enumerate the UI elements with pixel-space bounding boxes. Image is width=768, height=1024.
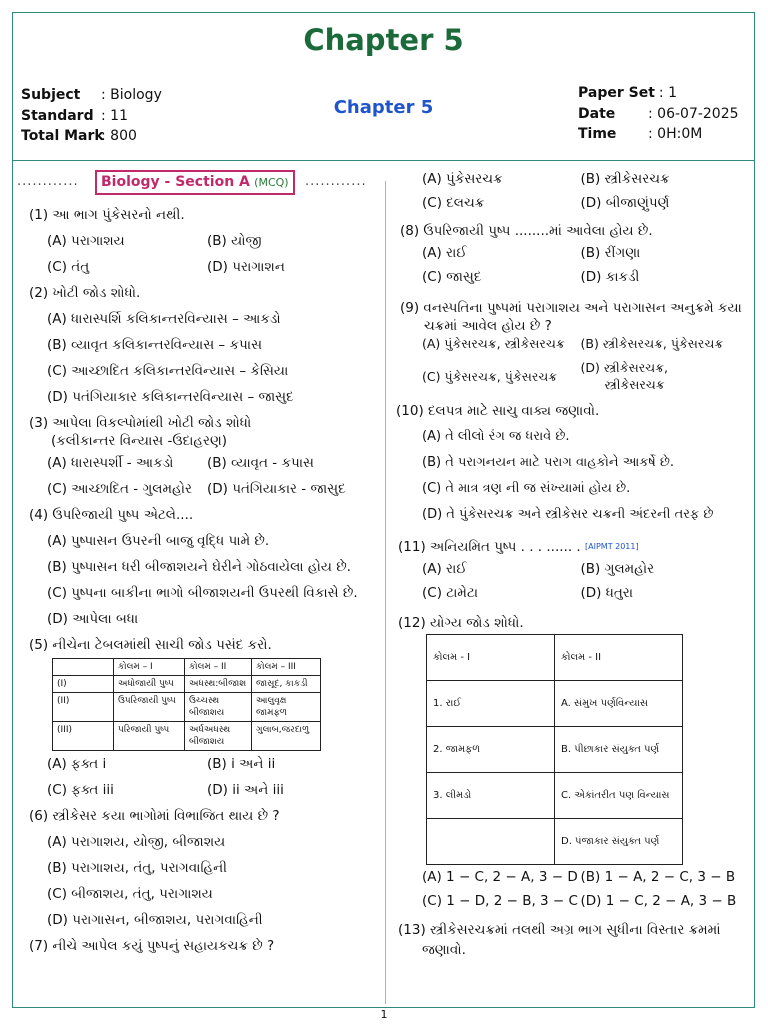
question-text: (13) સ્ત્રીકેસરચક્રમાં તલથી અગ્ર ભાગ સુધીના વિસ્તાર ક્રમમાં [398, 922, 721, 938]
table-cell: કોલમ – III [252, 659, 321, 676]
option-c: (C) પુંકેસરચક્ર, પુંકેસરચક્ર [422, 369, 558, 384]
option-d-line2: સ્ત્રીકેસરચક્ર [604, 377, 665, 392]
question-subtext: (કલીકાન્તર વિન્યાસ -ઉદાહરણ) [51, 433, 228, 449]
table-cell: કોલમ - I [427, 635, 555, 681]
table-row [427, 819, 683, 865]
question-subtext: જણાવો. [422, 942, 466, 958]
option-b: (B) i અને ii [207, 756, 276, 772]
table-cell: ઉચ્ચસ્થ બીજાશય [185, 693, 252, 722]
table-row [53, 676, 321, 693]
question-text: (3) આપેલા વિકલ્પોમાંથી ખોટી જોડ શોધો [29, 415, 252, 431]
option-a: (A) રાઈ [422, 245, 467, 261]
date-value: : 06-07-2025 [648, 105, 739, 122]
option-b: (B) સ્ત્રીકેસરચક્ર [580, 171, 670, 187]
table-cell: કોલમ - II [555, 635, 683, 681]
table-cell: કોલમ – II [185, 659, 252, 676]
total-mark-value: : 800 [101, 128, 137, 144]
question-10 [384, 398, 739, 528]
option-d: (D) ધતુરા [580, 585, 634, 601]
table-cell: A. સંમુખ પર્ણવિન્યાસ [555, 681, 683, 727]
option-a: (A) 1 − C, 2 − A, 3 − D [422, 869, 578, 885]
option-d-line1: (D) સ્ત્રીકેસરચક્ર, [580, 360, 668, 375]
question-text: (2) ખોટી જોડ શોધો. [29, 285, 141, 301]
option-a: (A) પુષ્પાસન ઉપરની બાજુ વૃદ્ધિ પામે છે. [47, 533, 270, 549]
option-b: (B) રીંગણા [580, 245, 641, 261]
option-d: (D) પરાગાશન [207, 259, 285, 275]
table-cell: C. એકાંતરીત પણ વિન્યાસ [555, 773, 683, 819]
option-a: (A) પરાગાશય [47, 233, 125, 249]
option-b: (B) વ્યાવૃત - કપાસ [207, 455, 314, 471]
option-d: (D) આપેલા બધા [47, 611, 139, 627]
option-b: (B) પરાગાશય, તંતુ, પરાગવાહિની [47, 860, 228, 876]
time-value: : 0H:0M [648, 126, 703, 142]
question-8 [384, 220, 739, 290]
question-12 [384, 612, 739, 913]
option-a: (A) પુંકેસરચક્ર [422, 171, 503, 187]
section-tag: (MCQ) [254, 176, 289, 189]
section-heading [17, 168, 367, 194]
question-text-main: (11) અનિયમિત પુષ્પ . . . ...... . [398, 539, 581, 555]
option-d: (D) બીજાણુંપર્ણ [580, 195, 670, 211]
option-c: (C) 1 − D, 2 − B, 3 − C [422, 893, 578, 909]
question-1 [17, 202, 367, 280]
table-cell: (III) [53, 722, 114, 751]
table-cell: 3. લીમડો [427, 773, 555, 819]
question-text: (4) ઉપરિજાયી પુષ્પ એટલે.... [29, 507, 194, 523]
center-title: Chapter 5 [333, 97, 434, 118]
option-c: (C) ફક્ત iii [47, 782, 114, 798]
table-cell: (II) [53, 693, 114, 722]
table-cell: પરિજાયી પુષ્પ [114, 722, 185, 751]
table-row [53, 693, 321, 722]
header-divider [13, 160, 754, 161]
option-c: (C) આચ્છાદિત - ગુલમહોર [47, 481, 192, 497]
option-c: (C) પુષ્પના બાકીના ભાગો બીજાશયની ઉપરથી વિકાસે છે. [47, 585, 358, 601]
question-9 [384, 298, 742, 392]
option-d: (D) પતંગિયાકાર કલિકાન્તરવિન્યાસ – જાસુદ [47, 389, 294, 405]
table-row [53, 722, 321, 751]
question-13 [384, 919, 739, 959]
dots-left: ............ [17, 174, 79, 189]
subject-label: Subject [21, 87, 81, 103]
table-cell: 1. રાઈ [427, 681, 555, 727]
table-cell: અધસ્થ:બીજાશ [185, 676, 252, 693]
question-4 [17, 502, 367, 632]
table-cell: ઉપરિજાયી પુષ્પ [114, 693, 185, 722]
question-3 [17, 414, 367, 502]
right-column [384, 168, 742, 959]
question-text: (7) નીચે આપેલ કયું પુષ્પનું સહાયકચક્ર છે ? [29, 938, 275, 954]
option-c: (C) આચ્છાદિત કલિકાન્તરવિન્યાસ – કેસિયા [47, 363, 289, 379]
option-a: (A) પરાગાશય, યોજી, બીજાશય [47, 834, 226, 850]
option-d [581, 358, 740, 392]
table-cell: જાસૂદ, કાકડી [252, 676, 321, 693]
table-cell [427, 819, 555, 865]
standard-label: Standard [21, 107, 94, 124]
option-b: (B) યોજી [207, 233, 262, 249]
table-cell: 2. જામફળ [427, 727, 555, 773]
section-title: Biology - Section A [101, 174, 250, 190]
table-row [427, 773, 683, 819]
option-d: (D) 1 − C, 2 − A, 3 − B [580, 893, 737, 909]
question-text: (8) ઉપરિજાયી પુષ્પ ........માં આવેલા હોય છે. [400, 223, 653, 239]
meta-right [578, 83, 739, 145]
option-d: (D) તે પુંકેસરચક્ર અને સ્ત્રીકેસર ચક્રની અંદરની તરફ છે [422, 507, 714, 522]
table-cell: અધોજાયી પુષ્પ [114, 676, 185, 693]
page-number: 1 [380, 1008, 388, 1021]
table-cell: (I) [53, 676, 114, 693]
question-subtext: ચક્રમાં આવેલ હોય છે ? [424, 318, 552, 334]
standard-value: : 11 [101, 107, 128, 124]
subject-value: : Biology [101, 87, 162, 103]
table-row [427, 727, 683, 773]
option-c: (C) જાસુદ [422, 269, 482, 285]
option-b: (B) સ્ત્રીકેસરચક્ર, પુંકેસરચક્ર [580, 336, 724, 351]
option-a: (A) ધારાસ્પર્શી - આકડો [47, 455, 174, 471]
dots-right: ............ [305, 174, 367, 189]
option-c: (C) ટામેટા [422, 585, 479, 601]
match-table [52, 658, 321, 751]
option-c: (C) દલચક્ર [422, 195, 485, 211]
question-text: (6) સ્ત્રીકેસર કયા ભાગોમાં વિભાજિત થાય છે ? [29, 808, 280, 824]
option-d: (D) ii અને iii [207, 782, 284, 798]
paper-set-label: Paper Set [578, 85, 655, 101]
table-cell: અર્ધઅધસ્થ બીજાશય [185, 722, 252, 751]
option-b: (B) 1 − A, 2 − C, 3 − B [580, 869, 736, 885]
question-7 [17, 933, 367, 959]
table-row [427, 681, 683, 727]
option-a: (A) પુંકેસરચક્ર, સ્ત્રીકેસરચક્ર [422, 336, 565, 351]
option-b: (B) ગુલમહોર [580, 561, 655, 577]
question-7-options [384, 168, 739, 216]
question-5 [17, 632, 367, 803]
chapter-title: Chapter 5 [303, 23, 464, 57]
option-b: (B) વ્યાવૃત કલિકાન્તરવિન્યાસ – કપાસ [47, 337, 262, 353]
question-text: (5) નીચેના ટેબલમાંથી સાચી જોડ પસંદ કરો. [29, 637, 272, 653]
option-d: (D) પતંગિયાકાર - જાસુદ [207, 481, 346, 497]
option-d: (D) પરાગાસન, બીજાશય, પરાગવાહિની [47, 912, 263, 928]
question-text: (10) દલપત્ર માટે સાચુ વાક્ય જણાવો. [396, 403, 600, 419]
left-column [17, 168, 367, 959]
question-text: (1) આ ભાગ પુંકેસરનો નથી. [29, 207, 185, 223]
date-label: Date [578, 105, 616, 122]
table-cell: કોલમ – I [114, 659, 185, 676]
section-title-box [95, 170, 295, 195]
question-6 [17, 803, 367, 933]
question-11 [384, 536, 739, 606]
option-c: (C) બીજાશય, તંતુ, પરાગાશય [47, 886, 213, 902]
exam-tag: [AIPMT 2011] [585, 542, 639, 551]
time-label: Time [578, 126, 617, 142]
option-d: (D) કાકડી [580, 269, 640, 285]
question-text: (12) યોગ્ય જોડ શોધો. [398, 615, 524, 631]
paper-set-value: : 1 [658, 85, 677, 101]
table-cell: ગુલાબ,જરદાળુ [252, 722, 321, 751]
option-a: (A) તે લીલો રંગ જ ધરાવે છે. [422, 429, 570, 444]
option-c: (C) તંતુ [47, 259, 90, 275]
table-cell: B. પીછાકાર સંયુક્ત પર્ણ [555, 727, 683, 773]
match-table [426, 634, 683, 865]
option-c: (C) તે માત્ર ત્રણ ની જ સંખ્યામાં હોય છે. [422, 481, 631, 496]
table-cell: D. પંજાકાર સંયુક્ત પર્ણ [555, 819, 683, 865]
total-mark-label: Total Mark [21, 128, 104, 144]
question-2 [17, 280, 367, 410]
table-cell: આલુવૃક્ષ જામફળ [252, 693, 321, 722]
option-a: (A) રાઈ [422, 561, 467, 577]
option-a: (A) ફક્ત i [47, 756, 107, 772]
question-text: (9) વનસ્પતિના પુષ્પમાં પરાગાશય અને પરાગાસન અનુક્રમે કયા [400, 300, 742, 316]
option-b: (B) તે પરાગનયન માટે પરાગ વાહકોને આકર્ષે છે. [422, 455, 675, 470]
option-b: (B) પુષ્પાસન ધરી બીજાશયને ઘેરીને ગોઠવાયેલા હોય છે. [47, 559, 351, 575]
table-header-row [427, 635, 683, 681]
table-header-row [53, 659, 321, 676]
option-a: (A) ધારાસ્પર્શિ કલિકાન્તરવિન્યાસ – આકડો [47, 311, 281, 327]
table-cell [53, 659, 114, 676]
question-text [384, 536, 739, 558]
